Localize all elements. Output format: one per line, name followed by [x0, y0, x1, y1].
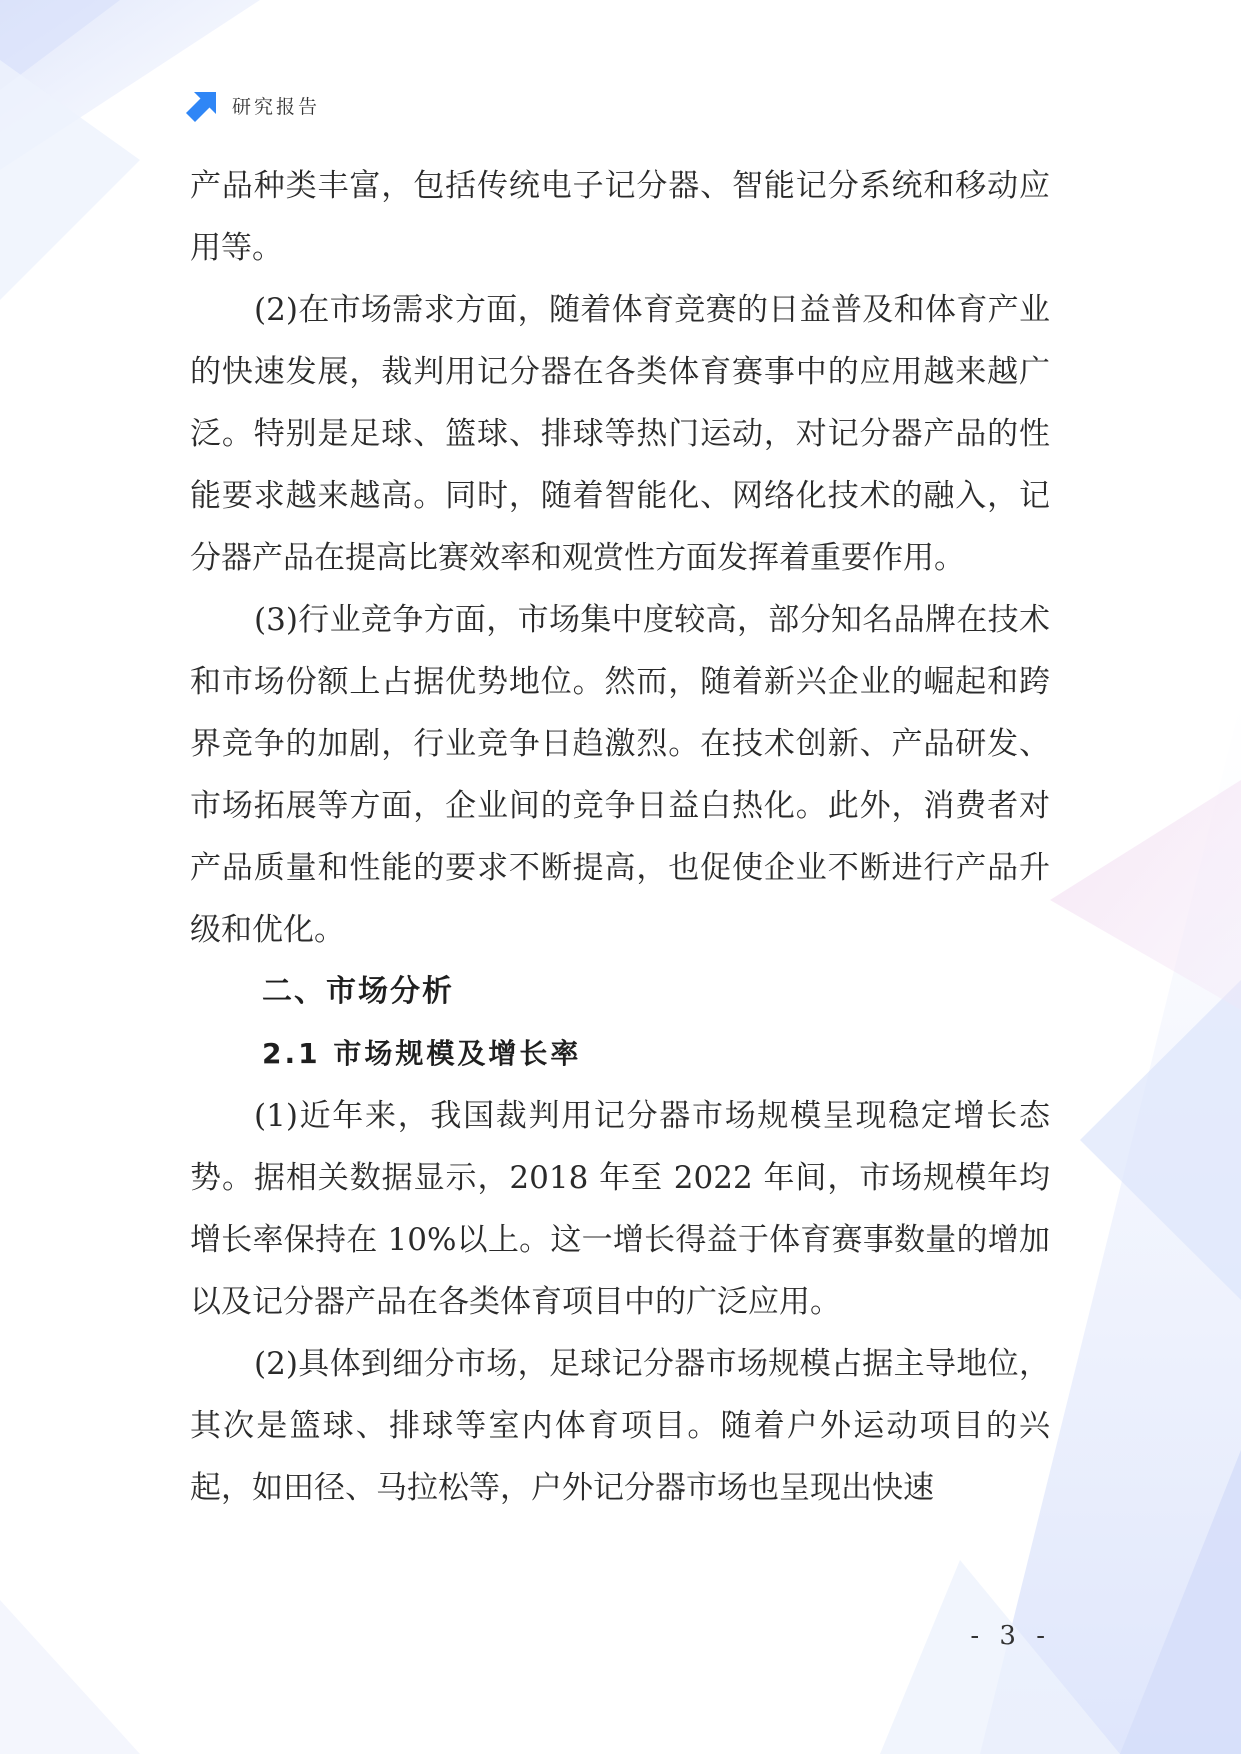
- section-heading: 二、市场分析: [262, 974, 454, 1009]
- paragraph-continuation: 产品种类丰富，包括传统电子记分器、智能记分系统和移动应用等。: [190, 168, 1050, 266]
- page-number: - 3 -: [970, 1621, 1051, 1651]
- document-body: [190, 155, 1050, 1519]
- paragraph-market-segments: (2)具体到细分市场，足球记分器市场规模占据主导地位，其次是篮球、排球等室内体育项目。随着户外运动项目的兴起，如田径、马拉松等，户外记分器市场也呈现出快速: [190, 1346, 1050, 1506]
- report-header: [186, 88, 320, 122]
- subsection-heading: 2.1 市场规模及增长率: [262, 1037, 582, 1070]
- header-title: 研究报告: [232, 95, 321, 118]
- paragraph-industry-competition: (3)行业竞争方面，市场集中度较高，部分知名品牌在技术和市场份额上占据优势地位。然而，随着新兴企业的崛起和跨界竞争的加剧，行业竞争日趋激烈。在技术创新、产品研发、市场拓展等方面，企业间的竞争日益白热化。此外，消费者对产品质量和性能的要求不断提高，也促使企业不断进行产品升级和优化。: [190, 602, 1050, 948]
- paragraph-market-size: (1)近年来，我国裁判用记分器市场规模呈现稳定增长态势。据相关数据显示，2018 年至 2022 年间，市场规模年均增长率保持在 10%以上。这一增长得益于体育赛事数量的增加以及记分器产品在各类体育项目中的广泛应用。: [190, 1098, 1050, 1320]
- paragraph-market-demand: (2)在市场需求方面，随着体育竞赛的日益普及和体育产业的快速发展，裁判用记分器在各类体育赛事中的应用越来越广泛。特别是足球、篮球、排球等热门运动，对记分器产品的性能要求越来越高。同时，随着智能化、网络化技术的融入，记分器产品在提高比赛效率和观赏性方面发挥着重要作用。: [190, 292, 1050, 576]
- arrow-up-right-icon: [186, 88, 220, 122]
